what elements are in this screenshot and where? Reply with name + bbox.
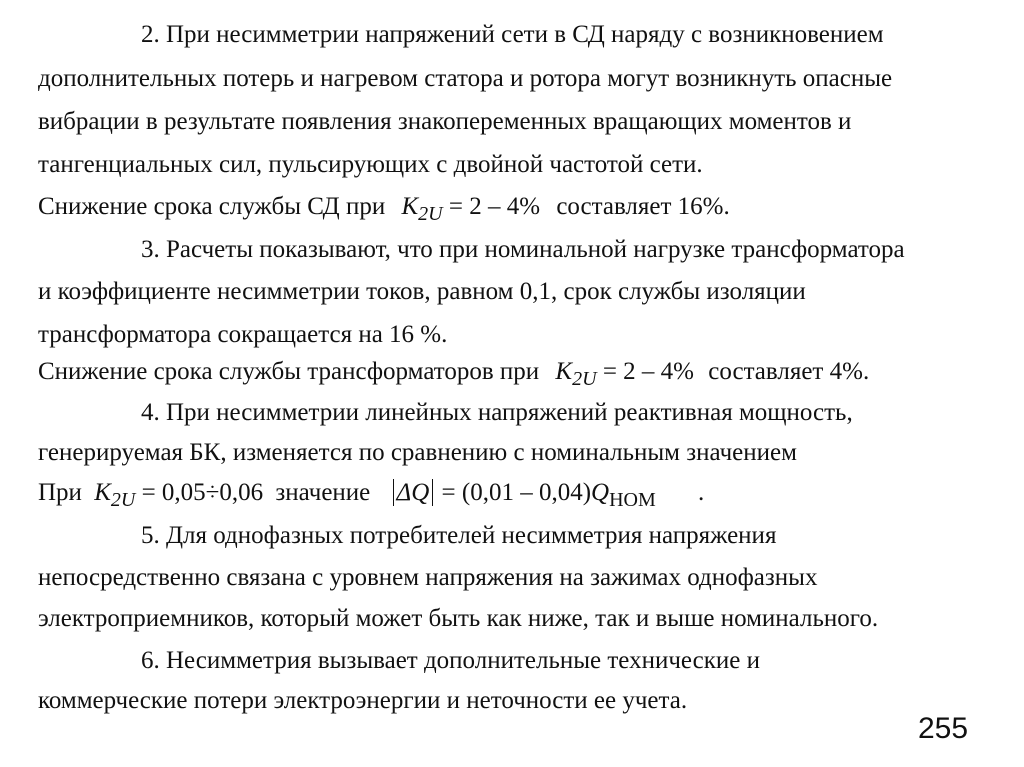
k-subscript: 2U [110,489,136,511]
page-number: 255 [918,712,969,745]
k-variable: K [401,193,419,220]
formula-line-end: . [698,479,705,506]
paragraph-5-line-3: электроприемников, который может быть как ниже, так и выше номинального. [38,605,879,632]
k2u-formula-transformer [555,358,700,390]
reactive-power-formula-line [38,478,704,509]
delta-q-formula [391,479,662,511]
transformer-reduction-line [38,357,869,388]
paragraph-5-line-1: 5. Для однофазных потребителей несимметрия напряжения [141,522,777,549]
paragraph-6-line-2: коммерческие потери электроэнергии и неточности ее учета. [38,687,688,714]
paragraph-2-line-3: вибрации в результате появления знакопеременных вращающих моментов и [38,108,852,135]
paragraph-2-line-4: тангенциальных сил, пульсирующих с двойной частотой сети. [38,151,703,178]
paragraph-2-line-2: дополнительных потерь и нагревом статора и ротора могут возникнуть опасные [38,65,893,92]
paragraph-2-line-1: 2. При несимметрии напряжений сети в СД наряду с возникновением [141,21,884,48]
k-value-bk: = 0,05÷0,06 [141,479,264,506]
delta-q-abs: ΔQ [393,479,434,506]
paragraph-6-line-1: 6. Несимметрия вызывает дополнительные технические и [141,647,760,674]
transformer-reduction-prefix: Снижение срока службы трансформаторов при [38,358,540,385]
k-range-value: = 2 – 4% [602,358,694,385]
sd-reduction-prefix: Снижение срока службы СД при [38,193,386,220]
k2u-formula-sd [401,193,546,225]
paragraph-3-line-2: и коэффициенте несимметрии токов, равном 0,1, срок службы изоляции [38,278,806,305]
paragraph-5-line-2: непосредственно связана с уровнем напряжения на зажимах однофазных [38,564,818,591]
k-subscript: 2U [572,368,597,390]
k-range-value: = 2 – 4% [448,193,541,220]
formula-line-middle: значение [275,479,371,506]
q-subscript: НОМ [609,489,656,511]
k-variable: K [94,479,111,506]
paragraph-3-line-1: 3. Расчеты показывают, что при номинальной нагрузке трансформатора [141,236,905,263]
k-variable: K [555,358,573,385]
transformer-reduction-suffix: составляет 4%. [708,358,870,385]
k-subscript: 2U [418,203,443,225]
q-variable: Q [591,479,610,506]
formula-line-prefix: При [38,479,82,506]
k2u-formula-bk [94,479,269,511]
sd-reduction-suffix: составляет 16%. [556,193,730,220]
paragraph-4-line-2: генерируемая БК, изменяется по сравнению с номинальным значением [38,439,797,466]
delta-q-value: = (0,01 – 0,04) [441,479,592,506]
sd-reduction-line [38,192,730,223]
paragraph-3-line-3: трансформатора сокращается на 16 %. [38,321,448,348]
paragraph-4-line-1: 4. При несимметрии линейных напряжений реактивная мощность, [141,399,853,426]
